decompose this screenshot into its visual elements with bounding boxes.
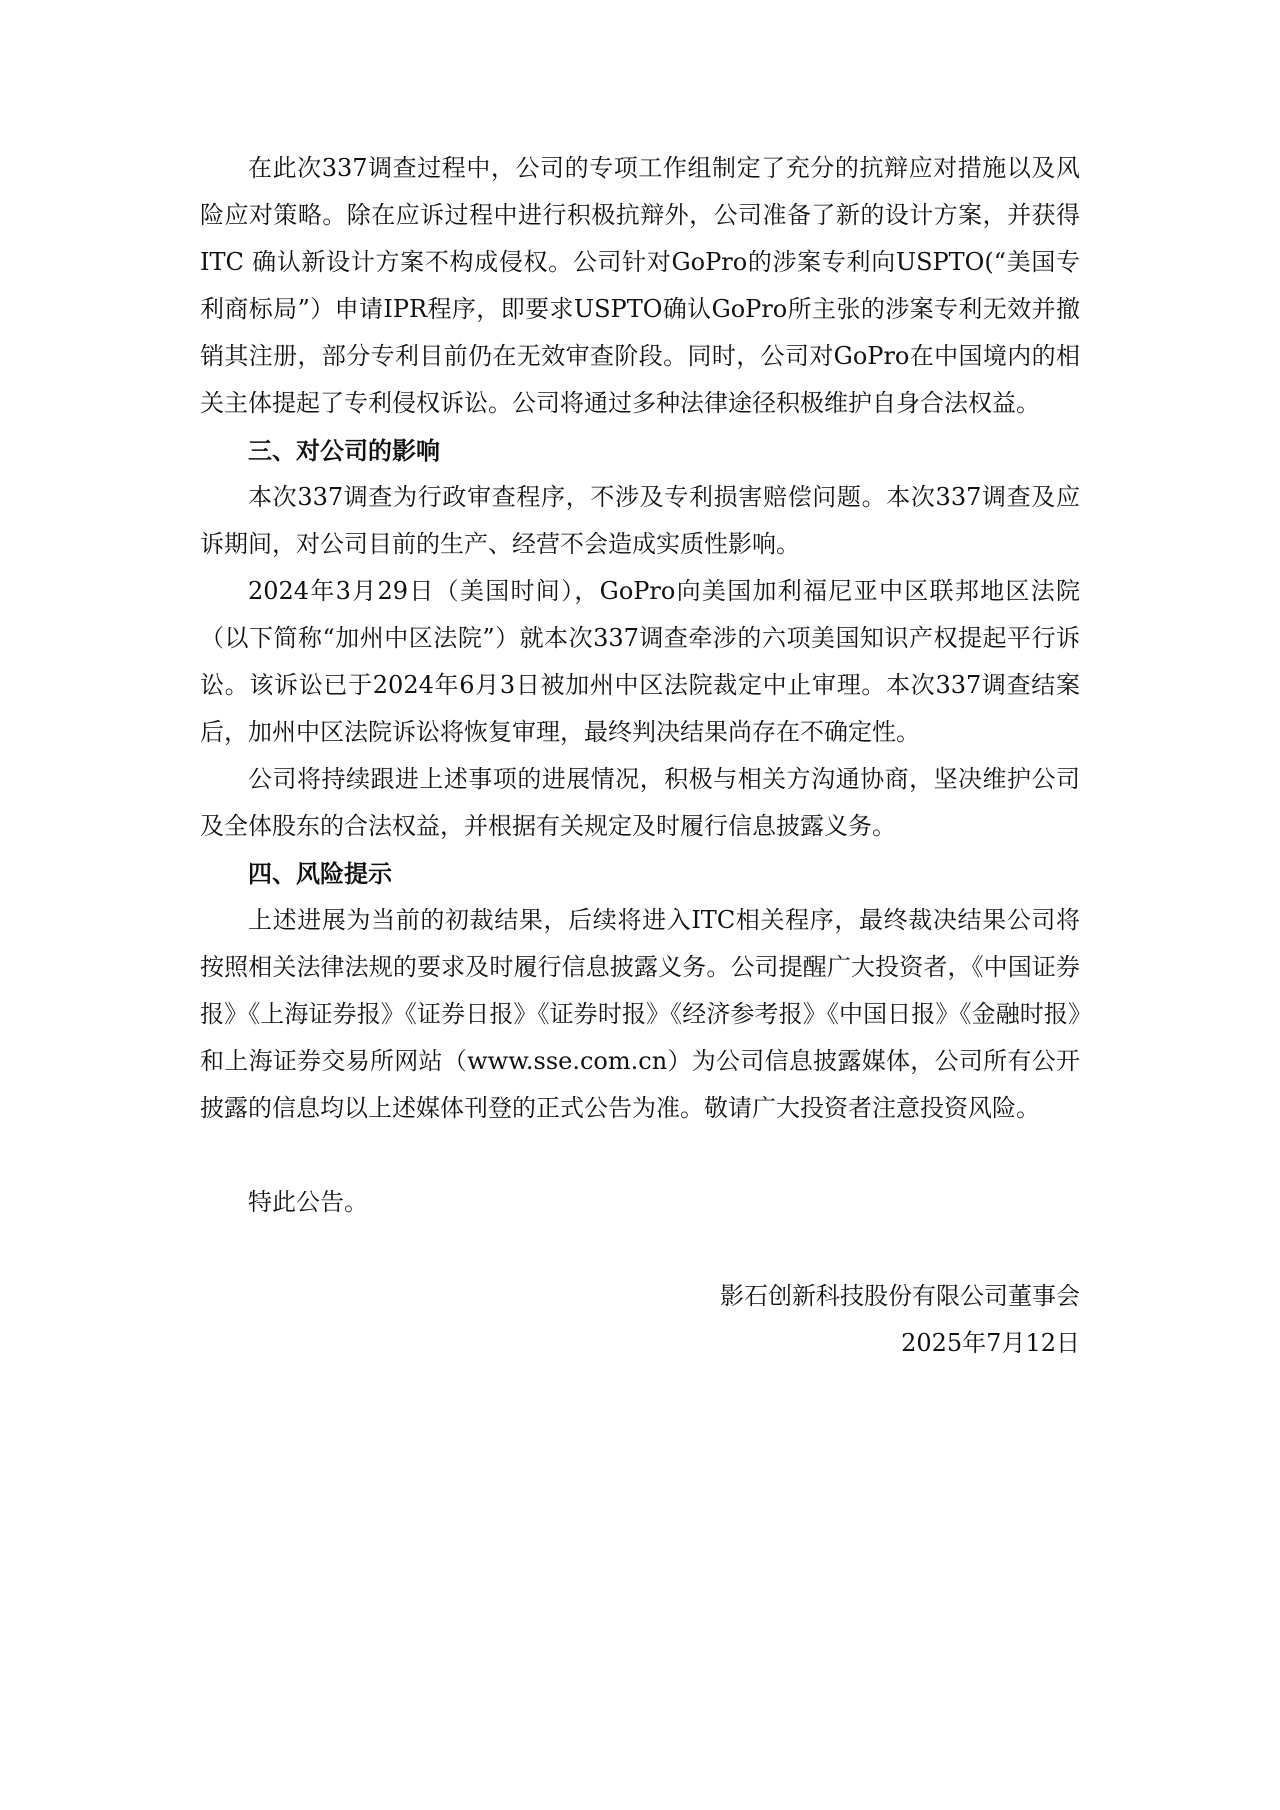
section-heading-impact: 三、对公司的影响 — [248, 436, 440, 465]
paragraph-parallel-litigation: 2024年3月29日（美国时间），GoPro向美国加利福尼亚中区联邦地区法院（以下简称“加州中区法院”）就本次337调查牵涉的六项美国知识产权提起平行诉讼。该诉讼已于2024年6月3日被加州中区法院裁定中止审理。本次337调查结案后，加州中区法院诉讼将恢复审理，最终判决结果尚存在不确定性。 — [200, 577, 1080, 746]
paragraph-impact: 本次337调查为行政审查程序，不涉及专利损害赔偿问题。本次337调查及应诉期间，对公司目前的生产、经营不会造成实质性影响。 — [200, 483, 1080, 558]
signature-date: 2025年7月12日 — [901, 1329, 1080, 1357]
paragraph-follow-up: 公司将持续跟进上述事项的进展情况，积极与相关方沟通协商，坚决维护公司及全体股东的合法权益，并根据有关规定及时履行信息披露义务。 — [200, 765, 1080, 840]
announcement-page — [200, 145, 1080, 1367]
paragraph-risk: 上述进展为当前的初裁结果，后续将进入ITC相关程序，最终裁决结果公司将按照相关法律法规的要求及时履行信息披露义务。公司提醒广大投资者，《中国证券报》《上海证券报》《证券日报》《证券时报》《经济参考报》《中国日报》《金融时报》和上海证券交易所网站（www.sse.com.cn）为公司信息披露媒体，公司所有公开披露的信息均以上述媒体刊登的正式公告为准。敬请广大投资者注意投资风险。 — [200, 906, 1080, 1122]
paragraph-defense-measures: 在此次337调查过程中，公司的专项工作组制定了充分的抗辩应对措施以及风险应对策略。除在应诉过程中进行积极抗辩外，公司准备了新的设计方案，并获得 ITC 确认新设计方案不构成侵权。公司针对GoPro的涉案专利向USPTO(“美国专利商标局”）申请IPR程序，即要求USPTO确认GoPro所主张的涉案专利无效并撤销其注册，部分专利目前仍在无效审查阶段。同时，公司对GoPro在中国境内的相关主体提起了专利侵权诉讼。公司将通过多种法律途径积极维护自身合法权益。 — [200, 154, 1080, 417]
section-heading-risk: 四、风险提示 — [248, 859, 392, 888]
signature-company: 影石创新科技股份有限公司董事会 — [720, 1282, 1080, 1310]
closing-statement: 特此公告。 — [248, 1188, 368, 1216]
